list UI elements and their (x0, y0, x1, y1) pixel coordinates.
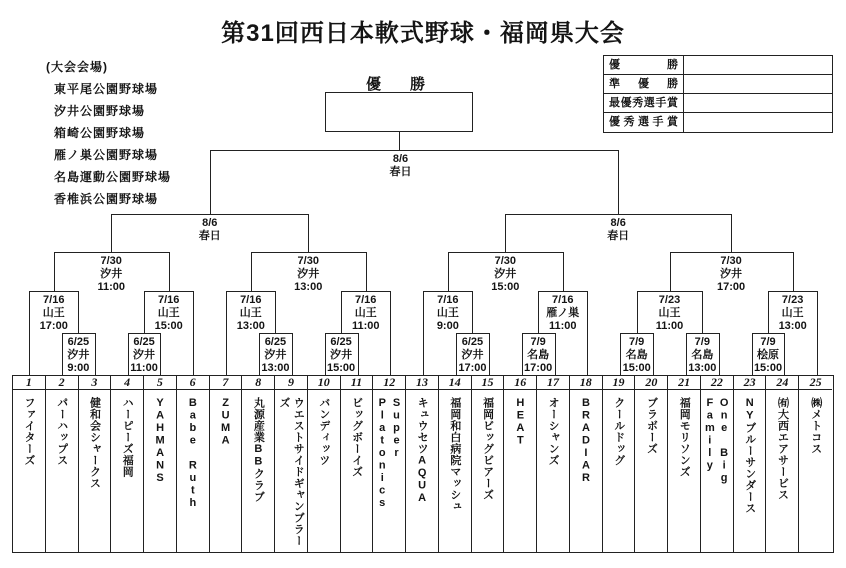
team-name: 福岡ビッグビアーズ (481, 397, 494, 501)
game-label (403, 294, 493, 333)
team-name: クールドッグ (612, 397, 625, 466)
bracket-line (620, 333, 653, 334)
game-time: 11:00 (130, 362, 158, 374)
team-name: ファイターズ (23, 397, 36, 466)
game-label (573, 217, 663, 243)
team-name-area (210, 390, 242, 552)
team-column (341, 376, 374, 552)
team-column (701, 376, 734, 552)
game-venue: 山王 (781, 307, 804, 319)
bracket-line (169, 252, 170, 291)
game-venue: 名島 (527, 349, 550, 361)
game-date: 7/16 (157, 294, 180, 306)
game-venue: 名島 (625, 349, 648, 361)
award-label-best-player: 優秀選手賞 (604, 113, 684, 132)
game-date: 8/6 (610, 217, 626, 229)
game-venue: 桧原 (757, 349, 780, 361)
bracket-line (448, 252, 563, 253)
game-label (206, 294, 296, 333)
team-number: 4 (111, 376, 143, 390)
team-column (472, 376, 505, 552)
game-time: 11:00 (655, 320, 684, 332)
team-column (603, 376, 636, 552)
bracket-line (128, 333, 161, 334)
team-column (111, 376, 144, 552)
team-column (504, 376, 537, 552)
bracket-line (618, 150, 619, 214)
team-number: 3 (79, 376, 111, 390)
team-column (144, 376, 177, 552)
game-date: 8/6 (392, 153, 409, 165)
team-column (177, 376, 210, 552)
team-number: 22 (701, 376, 733, 390)
team-name: バンディッツ (317, 397, 330, 466)
team-column (766, 376, 799, 552)
team-name-area (275, 390, 307, 552)
bracket-line (62, 333, 95, 334)
game-date: 7/9 (760, 336, 776, 348)
team-name-area (46, 390, 78, 552)
team-column (537, 376, 570, 552)
bracket-line (670, 252, 793, 253)
team-column (373, 376, 406, 552)
awards-table (603, 55, 833, 133)
game-date: 7/23 (658, 294, 681, 306)
team-name-area (373, 390, 405, 552)
game-time: 17:00 (524, 362, 553, 374)
team-name: BRADIAR (579, 397, 592, 485)
game-time: 15:00 (753, 362, 783, 374)
bracket-line (308, 214, 309, 252)
champion-box (325, 92, 473, 132)
team-name-area (439, 390, 471, 552)
game-time: 13:00 (778, 320, 807, 332)
team-name: NYブルーサンダース (743, 397, 756, 514)
game-time: 15:00 (622, 362, 651, 374)
team-name-area (341, 390, 373, 552)
team-column (668, 376, 701, 552)
game-date: 6/25 (461, 336, 484, 348)
bracket-line (686, 333, 719, 334)
team-name: ㈱メトコス (809, 397, 822, 455)
game-venue: 春日 (389, 166, 412, 178)
game-time: 15:00 (327, 362, 356, 374)
team-name: HEAT (514, 397, 527, 447)
game-date: 7/30 (297, 255, 319, 267)
team-number: 18 (570, 376, 602, 390)
team-name-area (603, 390, 635, 552)
team-name: ZUMA (219, 397, 232, 447)
team-column (210, 376, 243, 552)
team-name: Babe Ruth (186, 397, 199, 510)
team-number: 16 (504, 376, 536, 390)
team-number: 14 (439, 376, 471, 390)
team-name-area (13, 390, 45, 552)
game-venue: 汐井 (133, 349, 156, 361)
team-number: 8 (242, 376, 274, 390)
team-number: 2 (46, 376, 78, 390)
team-number: 20 (635, 376, 667, 390)
game-venue: 山王 (354, 307, 377, 319)
game-date: 7/30 (100, 255, 122, 267)
game-time: 11:00 (549, 320, 577, 332)
game-time: 11:00 (351, 320, 380, 332)
team-number: 1 (13, 376, 45, 390)
game-date: 7/16 (43, 294, 65, 306)
team-name-area (406, 390, 438, 552)
award-value-cell (684, 113, 832, 132)
game-date: 7/30 (494, 255, 516, 267)
game-date: 7/9 (530, 336, 546, 348)
team-name-area (570, 390, 602, 552)
game-label (321, 294, 411, 333)
team-number: 6 (177, 376, 209, 390)
bracket-line (522, 333, 555, 334)
team-name-area (472, 390, 504, 552)
bracket-line (259, 333, 292, 334)
game-date: 6/25 (330, 336, 352, 348)
team-column (79, 376, 112, 552)
team-name-area (504, 390, 536, 552)
game-label (723, 336, 813, 375)
team-number: 7 (210, 376, 242, 390)
game-date: 7/16 (552, 294, 574, 306)
game-date: 7/23 (781, 294, 804, 306)
bracket-line (563, 252, 564, 291)
game-venue: 汐井 (264, 349, 287, 361)
team-name: Super Platonics (376, 397, 403, 510)
team-number: 15 (472, 376, 504, 390)
team-name: キュウセツAQUA (416, 397, 429, 505)
team-name-area (144, 390, 176, 552)
team-number: 5 (144, 376, 176, 390)
game-venue: 汐井 (297, 268, 320, 280)
team-name: 福岡和白病院マッシュ (448, 397, 461, 512)
team-name-area (79, 390, 111, 552)
game-date: 7/16 (437, 294, 459, 306)
game-date: 7/9 (694, 336, 710, 348)
team-name: ブラボーズ (645, 397, 658, 455)
team-name: ハーピーズ福岡 (121, 397, 134, 478)
game-label (165, 217, 255, 243)
team-name-area (635, 390, 667, 552)
game-label (625, 294, 715, 333)
game-label (124, 294, 214, 333)
game-date: 7/30 (720, 255, 742, 267)
bracket-line (505, 214, 506, 252)
team-name: ㈲大西エアサービス (776, 397, 789, 501)
game-time: 9:00 (436, 320, 459, 332)
team-column (570, 376, 603, 552)
team-name-area (799, 390, 832, 552)
team-name-area (701, 390, 733, 552)
venue-item: 名島運動公園野球場 (54, 170, 172, 184)
team-name-area (668, 390, 700, 552)
game-venue: 山王 (239, 307, 262, 319)
bracket-line (325, 333, 358, 334)
bracket-line (210, 150, 618, 151)
bracket-line (448, 252, 449, 291)
team-number: 9 (275, 376, 307, 390)
game-time: 13:00 (294, 281, 323, 293)
game-venue: 山王 (42, 307, 65, 319)
game-time: 17:00 (716, 281, 746, 293)
game-date: 7/16 (355, 294, 377, 306)
team-number: 13 (406, 376, 438, 390)
team-number: 17 (537, 376, 569, 390)
team-column (308, 376, 341, 552)
game-time: 13:00 (688, 362, 717, 374)
bracket-line (111, 214, 112, 252)
bracket-line (731, 214, 732, 252)
team-number: 12 (373, 376, 405, 390)
award-value-cell (684, 56, 832, 75)
game-label (460, 255, 550, 294)
game-time: 17:00 (458, 362, 487, 374)
game-venue: 春日 (607, 230, 630, 242)
game-venue: 汐井 (100, 268, 123, 280)
venue-list-header: (大会会場) (46, 60, 108, 74)
game-label (99, 336, 189, 375)
venue-item: 雁ノ巣公園野球場 (54, 148, 159, 162)
champion-heading: 優 勝 (365, 76, 432, 93)
team-column (635, 376, 668, 552)
team-name-area (308, 390, 340, 552)
bracket-line (54, 252, 169, 253)
team-number: 19 (603, 376, 635, 390)
bracket-line (456, 333, 489, 334)
venue-item: 東平尾公園野球場 (54, 82, 159, 96)
game-venue: 汐井 (330, 349, 353, 361)
game-label (356, 153, 446, 179)
game-date: 6/25 (67, 336, 90, 348)
game-label (686, 255, 776, 294)
team-name-area (177, 390, 209, 552)
game-venue: 汐井 (720, 268, 743, 280)
game-venue: 汐井 (494, 268, 517, 280)
game-time: 13:00 (236, 320, 265, 332)
game-venue: 汐井 (67, 349, 90, 361)
team-name-area (537, 390, 569, 552)
team-number: 11 (341, 376, 373, 390)
team-column (439, 376, 472, 552)
bracket-line (210, 150, 211, 214)
bracket-line (54, 252, 55, 291)
team-name: 福岡モリソンズ (678, 397, 691, 478)
game-label (263, 255, 353, 294)
game-date: 6/25 (264, 336, 287, 348)
team-column (734, 376, 767, 552)
game-label (493, 336, 583, 375)
game-venue: 山王 (658, 307, 681, 319)
game-label (66, 255, 156, 294)
team-column (799, 376, 832, 552)
team-name-area (242, 390, 274, 552)
team-column (275, 376, 308, 552)
venue-item: 汐井公園野球場 (54, 104, 146, 118)
team-name: 丸源産業BBクラブ (252, 397, 265, 503)
venue-item: 箱崎公園野球場 (54, 126, 146, 140)
award-label-mvp: 最優秀選手賞 (604, 94, 684, 113)
team-column (406, 376, 439, 552)
bracket-line (793, 252, 794, 291)
award-label-runner-up: 準優勝 (604, 75, 684, 94)
bracket-line (399, 131, 400, 150)
team-name: パーハップス (55, 397, 68, 466)
game-date: 6/25 (133, 336, 155, 348)
team-number: 10 (308, 376, 340, 390)
team-number: 23 (734, 376, 766, 390)
team-name-area (111, 390, 143, 552)
team-column (46, 376, 79, 552)
game-time: 13:00 (261, 362, 290, 374)
team-name: ビッグボーイズ (350, 397, 363, 478)
team-name-area (766, 390, 798, 552)
team-number: 24 (766, 376, 798, 390)
bracket-line (111, 214, 308, 215)
game-time: 17:00 (39, 320, 68, 332)
bracket-line (251, 252, 252, 291)
team-column (242, 376, 275, 552)
award-label-champion: 優勝 (604, 56, 684, 75)
game-time: 15:00 (491, 281, 520, 293)
game-venue: 春日 (198, 230, 221, 242)
bracket-line (366, 252, 367, 291)
game-time: 9:00 (67, 362, 90, 374)
team-number: 21 (668, 376, 700, 390)
bracket-line (752, 333, 785, 334)
game-venue: 雁ノ巣 (546, 307, 580, 319)
team-name: オーシャンズ (547, 397, 560, 466)
team-name: 健和会シャークス (88, 397, 101, 489)
teams-table (12, 375, 834, 553)
game-label (296, 336, 386, 375)
page-title: 第31回西日本軟式野球・福岡県大会 (221, 20, 625, 47)
bracket-line (670, 252, 671, 291)
game-venue: 名島 (691, 349, 714, 361)
bracket-line (505, 214, 731, 215)
game-time: 11:00 (97, 281, 125, 293)
team-name: ウエストサイドギャンブラーズ (277, 397, 305, 547)
game-label (748, 294, 838, 333)
venue-item: 香椎浜公園野球場 (54, 192, 159, 206)
team-name: One Big Family (703, 397, 731, 485)
game-venue: 山王 (436, 307, 459, 319)
game-date: 8/6 (202, 217, 218, 229)
bracket-line (251, 252, 366, 253)
venue-list (46, 56, 171, 210)
team-column (13, 376, 46, 552)
game-date: 7/9 (629, 336, 645, 348)
game-label (9, 294, 99, 333)
game-time: 15:00 (154, 320, 183, 332)
team-name: YAHMANS (154, 397, 167, 485)
team-name-area (734, 390, 766, 552)
game-venue: 山王 (157, 307, 180, 319)
game-venue: 汐井 (461, 349, 484, 361)
award-value-cell (684, 94, 832, 113)
team-number: 25 (799, 376, 832, 390)
game-label (518, 294, 608, 333)
award-value-cell (684, 75, 832, 94)
game-date: 7/16 (240, 294, 262, 306)
